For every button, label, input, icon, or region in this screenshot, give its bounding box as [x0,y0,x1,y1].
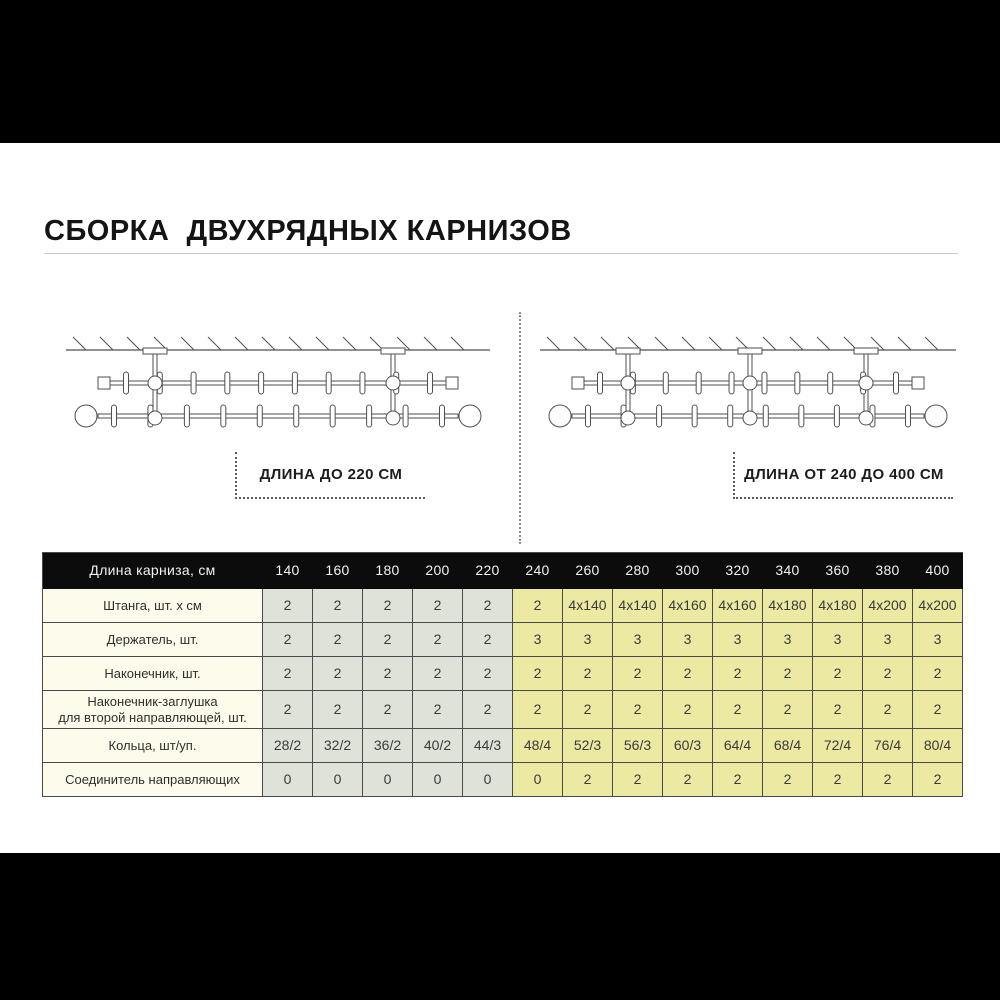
value-cell: 2 [863,657,913,691]
value-cell: 3 [663,623,713,657]
header-col-cell: 180 [363,553,413,589]
value-cell: 2 [513,657,563,691]
curtain-ring [294,405,299,427]
curtain-ring [763,405,768,427]
bracket-holder [859,411,873,425]
table-row [43,623,963,657]
ceiling-hatch [655,337,668,350]
end-cap [98,377,110,389]
value-cell: 2 [813,657,863,691]
curtain-ring [184,405,189,427]
page-title: СБОРКА ДВУХРЯДНЫХ КАРНИЗОВ [44,215,572,248]
curtain-ring [728,405,733,427]
bracket-ceiling-plate [854,348,878,354]
caption-text: ДЛИНА ДО 220 СМ [259,466,403,483]
value-cell: 36/2 [363,729,413,763]
header-label-cell: Длина карниза, см [43,553,263,589]
header-col-cell: 260 [563,553,613,589]
header-col-cell: 240 [513,553,563,589]
header-col-cell: 360 [813,553,863,589]
ceiling-hatch [127,337,140,350]
curtain-ring [257,405,262,427]
curtain-ring [799,405,804,427]
table-row [43,763,963,797]
value-cell: 4x180 [763,589,813,623]
value-cell: 2 [463,657,513,691]
value-cell: 2 [563,691,613,729]
ceiling-hatch [925,337,938,350]
bracket-holder [386,376,400,390]
bracket-holder [148,376,162,390]
value-cell: 0 [363,763,413,797]
curtain-ring [221,405,226,427]
row-label-cell [43,657,263,691]
curtain-ring [124,372,129,394]
table-row [43,729,963,763]
row-label-text: Наконечник-заглушка [87,693,218,709]
bracket-ceiling-plate [616,348,640,354]
diagram-separator-dotted-line [519,312,521,544]
row-label-text: Штанга, шт. х см [103,597,202,613]
value-cell: 2 [813,763,863,797]
value-cell: 0 [463,763,513,797]
table-header-row [43,553,963,589]
value-cell: 28/2 [263,729,313,763]
bracket-holder [859,376,873,390]
value-cell: 2 [513,589,563,623]
value-cell: 76/4 [863,729,913,763]
curtain-ring [112,405,117,427]
curtain-ring [894,372,899,394]
table-row [43,589,963,623]
value-cell: 2 [413,657,463,691]
caption-length-long [733,452,953,499]
value-cell: 2 [463,623,513,657]
value-cell: 3 [913,623,963,657]
value-cell: 2 [263,657,313,691]
bracket-holder [621,411,635,425]
value-cell: 2 [563,763,613,797]
ceiling-hatch [316,337,329,350]
curtain-ring [795,372,800,394]
header-col-cell: 340 [763,553,813,589]
value-cell: 2 [713,657,763,691]
row-label-cell [43,729,263,763]
value-cell: 2 [663,691,713,729]
curtain-ring [259,372,264,394]
title-divider [44,253,958,254]
finial-ball [549,405,571,427]
header-col-cell: 140 [263,553,313,589]
bracket-ceiling-plate [738,348,762,354]
value-cell: 3 [563,623,613,657]
value-cell: 3 [763,623,813,657]
value-cell: 2 [313,589,363,623]
bracket-ceiling-plate [143,348,167,354]
row-label-text: Держатель, шт. [106,631,199,647]
value-cell: 60/3 [663,729,713,763]
value-cell: 2 [413,691,463,729]
value-cell: 0 [513,763,563,797]
ceiling-hatch [343,337,356,350]
header-col-cell: 320 [713,553,763,589]
value-cell: 2 [513,691,563,729]
ceiling-hatch [73,337,86,350]
curtain-ring [696,372,701,394]
value-cell: 52/3 [563,729,613,763]
bracket-stem [748,389,752,413]
double-cornice-diagram-short [58,308,498,446]
curtain-ring [729,372,734,394]
bracket-stem [748,354,752,377]
end-cap [572,377,584,389]
value-cell: 2 [913,763,963,797]
curtain-ring [663,372,668,394]
ceiling-hatch [424,337,437,350]
bracket-holder [743,376,757,390]
bracket-holder [743,411,757,425]
value-cell: 0 [263,763,313,797]
row-label-text: Наконечник, шт. [104,665,201,681]
table-row [43,691,963,729]
value-cell: 0 [313,763,363,797]
value-cell: 2 [263,623,313,657]
value-cell: 2 [713,691,763,729]
value-cell: 2 [913,657,963,691]
value-cell: 2 [363,623,413,657]
value-cell: 4x140 [613,589,663,623]
ceiling-hatch [547,337,560,350]
ceiling-hatch [601,337,614,350]
value-cell: 2 [413,623,463,657]
value-cell: 64/4 [713,729,763,763]
value-cell: 2 [863,763,913,797]
curtain-ring [762,372,767,394]
value-cell: 2 [813,691,863,729]
value-cell: 2 [363,589,413,623]
value-cell: 3 [513,623,563,657]
value-cell: 3 [613,623,663,657]
bracket-stem [626,389,630,413]
curtain-ring [598,372,603,394]
value-cell: 2 [313,623,363,657]
value-cell: 2 [363,691,413,729]
header-col-cell: 300 [663,553,713,589]
curtain-ring [586,405,591,427]
curtain-ring [692,405,697,427]
value-cell: 44/3 [463,729,513,763]
row-label-text: для второй направляющей, шт. [58,709,247,725]
curtain-ring [906,405,911,427]
caption-text: ДЛИНА ОТ 240 ДО 400 СМ [744,466,944,483]
ceiling-hatch [451,337,464,350]
value-cell: 4x160 [713,589,763,623]
value-cell: 2 [263,691,313,729]
value-cell: 2 [563,657,613,691]
ceiling-hatch [763,337,776,350]
value-cell: 2 [263,589,313,623]
curtain-ring [360,372,365,394]
value-cell: 2 [413,589,463,623]
value-cell: 2 [613,657,663,691]
ceiling-hatch [574,337,587,350]
value-cell: 2 [763,763,813,797]
header-col-cell: 220 [463,553,513,589]
value-cell: 2 [463,691,513,729]
bracket-stem [153,389,157,413]
bracket-holder [386,411,400,425]
finial-ball [459,405,481,427]
value-cell: 80/4 [913,729,963,763]
bracket-holder [148,411,162,425]
value-cell: 2 [313,691,363,729]
value-cell: 72/4 [813,729,863,763]
value-cell: 2 [663,657,713,691]
value-cell: 0 [413,763,463,797]
row-label-cell [43,763,263,797]
bracket-stem [153,354,157,377]
value-cell: 2 [663,763,713,797]
value-cell: 4x200 [863,589,913,623]
curtain-ring [834,405,839,427]
caption-length-short [235,452,425,499]
curtain-ring [191,372,196,394]
value-cell: 4x200 [913,589,963,623]
table-row [43,657,963,691]
ceiling-hatch [262,337,275,350]
value-cell: 56/3 [613,729,663,763]
value-cell: 2 [363,657,413,691]
ceiling-hatch [682,337,695,350]
header-col-cell: 160 [313,553,363,589]
value-cell: 48/4 [513,729,563,763]
curtain-ring [225,372,230,394]
row-label-text: Соединитель направляющих [65,771,240,787]
finial-ball [75,405,97,427]
ceiling-hatch [817,337,830,350]
curtain-ring [428,372,433,394]
value-cell: 2 [713,763,763,797]
ceiling-hatch [289,337,302,350]
value-cell: 3 [863,623,913,657]
curtain-ring [440,405,445,427]
ceiling-hatch [208,337,221,350]
bracket-holder [621,376,635,390]
spec-table [42,552,963,797]
bracket-stem [626,354,630,377]
row-label-cell [43,691,263,729]
value-cell: 2 [613,763,663,797]
ceiling-hatch [790,337,803,350]
end-cap [446,377,458,389]
ceiling-hatch [898,337,911,350]
finial-ball [925,405,947,427]
curtain-ring [326,372,331,394]
curtain-ring [657,405,662,427]
value-cell: 2 [463,589,513,623]
ceiling-hatch [181,337,194,350]
ceiling-hatch [100,337,113,350]
value-cell: 2 [863,691,913,729]
curtain-ring [828,372,833,394]
curtain-ring [367,405,372,427]
row-label-cell [43,589,263,623]
value-cell: 2 [913,691,963,729]
ceiling-hatch [709,337,722,350]
value-cell: 4x180 [813,589,863,623]
header-col-cell: 400 [913,553,963,589]
top-letterbox-bar [0,0,1000,143]
value-cell: 2 [313,657,363,691]
value-cell: 2 [763,657,813,691]
curtain-ring [330,405,335,427]
value-cell: 4x140 [563,589,613,623]
curtain-ring [403,405,408,427]
bracket-ceiling-plate [381,348,405,354]
header-col-cell: 380 [863,553,913,589]
value-cell: 2 [763,691,813,729]
double-cornice-diagram-long [528,308,968,446]
end-cap [912,377,924,389]
bottom-letterbox-bar [0,853,1000,1000]
header-col-cell: 280 [613,553,663,589]
value-cell: 4x160 [663,589,713,623]
value-cell: 3 [813,623,863,657]
value-cell: 2 [613,691,663,729]
value-cell: 32/2 [313,729,363,763]
row-label-text: Кольца, шт/уп. [108,737,197,753]
row-label-cell [43,623,263,657]
value-cell: 40/2 [413,729,463,763]
ceiling-hatch [235,337,248,350]
value-cell: 3 [713,623,763,657]
curtain-ring [292,372,297,394]
header-col-cell: 200 [413,553,463,589]
value-cell: 68/4 [763,729,813,763]
